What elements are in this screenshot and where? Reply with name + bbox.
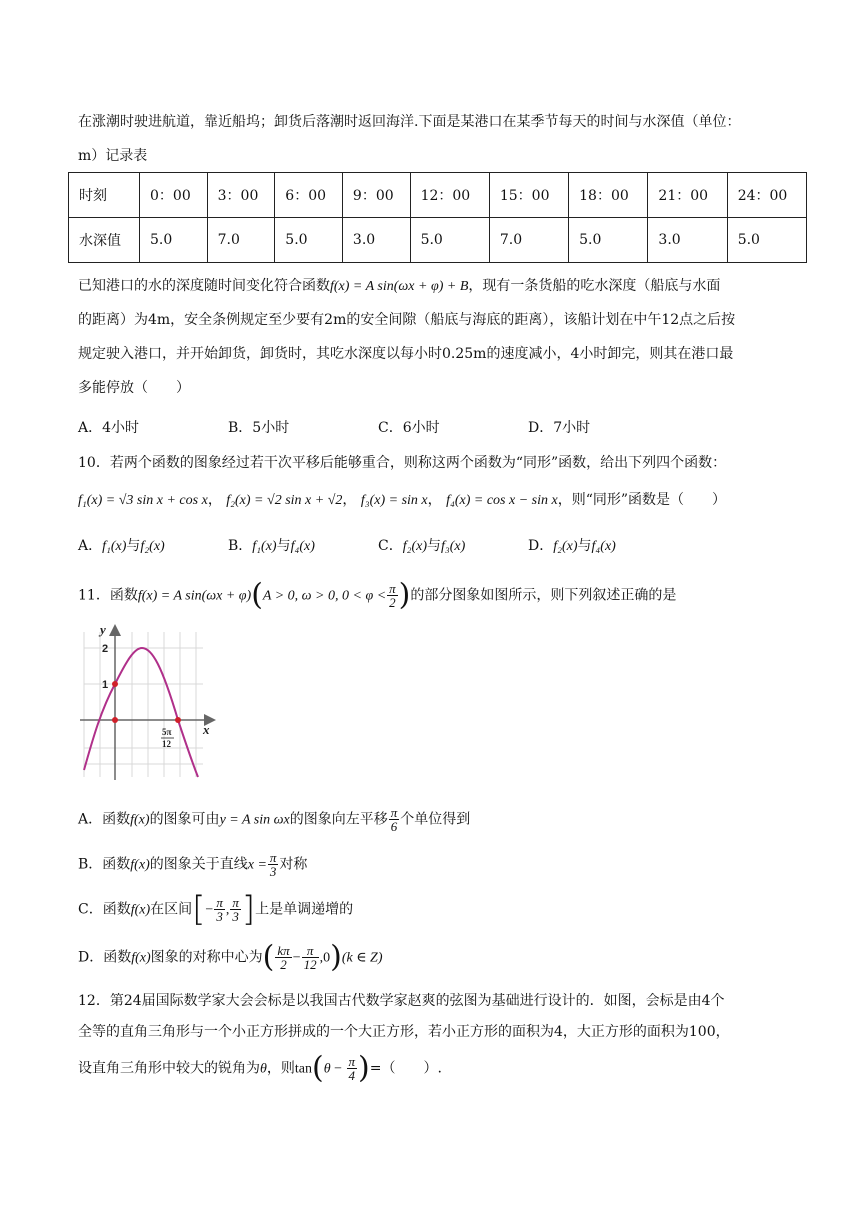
intro-line-1: 在涨潮时驶进航道，靠近船坞；卸货后落潮时返回海洋.下面是某港口在某季节每天的时间与水深值（单位： [78, 114, 741, 130]
option-func: f₂(x) [140, 539, 165, 554]
fraction-den: 12 [303, 957, 317, 972]
opt-func: f(x) [130, 812, 150, 828]
table-cell: 3.0 [342, 218, 410, 263]
sine-graph [78, 622, 218, 782]
opt-func: y = A sin ωx [219, 812, 290, 828]
q11-prefix: 11．函数 [78, 587, 138, 604]
q12-text: 设直角三角形中较大的锐角为 [78, 1060, 260, 1077]
q12-theta: θ [323, 1061, 331, 1077]
paren-right: ) [358, 1050, 370, 1086]
q10-f1: f₁(x) = √3 sin x + cos x [78, 493, 208, 508]
opt-text: A．函数 [78, 811, 131, 828]
q9-line-4: 多能停放（ ） [78, 380, 190, 396]
opt-func: f(x) [130, 902, 151, 918]
option-func: f₄(x) [591, 539, 616, 554]
q10-option-d[interactable] [528, 536, 616, 557]
option-with: 与 [126, 538, 141, 554]
fraction-den: 3 [232, 909, 239, 924]
q10-sep: ， [207, 492, 222, 508]
fraction-den: 2 [280, 957, 287, 972]
table-cell: 24：00 [727, 173, 806, 218]
option-letter: C． [378, 538, 403, 554]
comma: , [225, 902, 230, 918]
option-with: 与 [276, 538, 291, 554]
q9-option-d[interactable]: D．7小时 [528, 420, 591, 436]
option-func: f₂(x) [402, 539, 428, 554]
table-cell: 5.0 [410, 218, 489, 263]
q9-text: ，现有一条货船的吃水深度（船底与水面 [468, 278, 721, 294]
q11-option-d[interactable] [78, 939, 383, 975]
q9-line-1 [78, 276, 720, 297]
minus-sign: − [205, 902, 214, 918]
opt-func: f(x) [131, 950, 151, 966]
fraction-den: 2 [389, 595, 396, 610]
q9-line-2: 的距离）为4m，安全条例规定至少要有2m的安全间隙（船底与海底的距离），该船计划在中午12点之后按 [78, 312, 736, 328]
q11-stem [78, 577, 677, 613]
bracket-left: [ [192, 889, 206, 930]
opt-text: 个单位得到 [400, 811, 471, 828]
paren-right: ) [330, 939, 342, 975]
fraction-num: π [302, 944, 319, 958]
q9-text: 已知港口的水的深度随时间变化符合函数 [78, 278, 330, 294]
y-label: y [100, 622, 106, 637]
fraction-den: 3 [216, 909, 223, 924]
comma-zero: ,0 [319, 950, 331, 966]
table-cell: 12：00 [410, 173, 489, 218]
table-cell: 0：00 [140, 173, 208, 218]
q9-option-c[interactable]: C．6小时 [378, 420, 440, 436]
fraction-num: π [390, 805, 398, 820]
q9-line-3: 规定驶入港口，并开始卸货，卸货时，其吃水深度以每小时0.25m的速度减小，4小时卸完，则其在港口最 [78, 346, 734, 362]
fraction-num: π [269, 850, 277, 865]
q10-options [78, 536, 616, 557]
opt-text: B．函数 [78, 856, 131, 873]
y-tick-2: 2 [102, 643, 109, 655]
option-letter: B． [228, 538, 253, 554]
table-cell: 3.0 [648, 218, 727, 263]
table-cell: 5.0 [569, 218, 648, 263]
q10-functions [78, 490, 726, 511]
table-cell: 6：00 [275, 173, 343, 218]
q11-condition: A > 0, ω > 0, 0 < φ < [262, 588, 387, 604]
option-letter: D． [528, 538, 554, 554]
opt-text: 对称 [279, 856, 308, 873]
q12-line-2: 全等的直角三角形与一个小正方形拼成的一个大正方形，若小正方形的面积为4，大正方形的面积为100， [78, 1024, 730, 1040]
q12-text: =（ ）. [369, 1060, 442, 1077]
minus-sign: − [330, 1061, 346, 1077]
fraction [302, 944, 319, 971]
option-func: f₁(x) [252, 539, 277, 554]
fraction-den: 3 [269, 864, 277, 879]
x-tick-den: 12 [162, 739, 171, 749]
q10-option-c[interactable] [378, 536, 528, 557]
fraction-num: π [232, 895, 239, 910]
q12-theta: θ [260, 1061, 267, 1077]
point-zero [175, 717, 181, 723]
table-cell: 15：00 [489, 173, 568, 218]
fraction [389, 806, 400, 833]
point-origin [112, 717, 118, 723]
option-func: f₁(x) [102, 539, 127, 554]
option-func: f₂(x) [553, 539, 578, 554]
option-with: 与 [577, 538, 592, 554]
fraction [275, 944, 291, 971]
opt-text: 的图象可由 [149, 811, 220, 828]
table-header-depth: 水深值 [69, 218, 140, 263]
q11-suffix: 的部分图象如图所示，则下列叙述正确的是 [410, 587, 677, 604]
table-header-time: 时刻 [69, 173, 140, 218]
q10-option-b[interactable] [228, 536, 378, 557]
paren-left: ( [312, 1050, 324, 1086]
sine-curve [84, 648, 198, 777]
fraction [230, 896, 241, 923]
fraction [268, 851, 279, 878]
q10-stem: 10．若两个函数的图象经过若干次平移后能够重合，则称这两个函数为“同形”函数，给出下列四个函数： [78, 455, 727, 471]
paren-left: ( [262, 939, 275, 975]
table-cell: 5.0 [727, 218, 806, 263]
fraction-num: π [348, 1054, 356, 1069]
minus-sign: − [292, 950, 301, 966]
q11-func: f(x) = A sin(ωx + φ) [137, 588, 252, 604]
q12-line-1: 12．第24届国际数学家大会会标是以我国古代数学家赵爽的弦图为基础进行设计的．如图，会标是由4个 [78, 993, 725, 1009]
paren-left: ( [251, 577, 263, 613]
q11-option-c[interactable] [78, 889, 354, 930]
bracket-right: ] [241, 889, 256, 930]
option-letter: A． [78, 538, 103, 554]
opt-text: 图象的对称中心为 [150, 949, 263, 966]
q9-formula: f(x) = A sin(ωx + φ) + B [330, 279, 469, 294]
q10-sep: ， [427, 492, 442, 508]
q10-tail: ，则“同形”函数是（ ） [557, 492, 727, 508]
option-func: f₃(x) [441, 539, 466, 554]
opt-text: 在区间 [150, 901, 193, 918]
fraction-num: π [389, 581, 396, 596]
q10-f4: f₄(x) = cos x − sin x [446, 493, 558, 508]
opt-func: f(x) [130, 857, 150, 873]
table-cell: 3：00 [207, 173, 275, 218]
table-row-depths [69, 218, 807, 263]
table-cell: 9：00 [342, 173, 410, 218]
table-cell: 5.0 [275, 218, 343, 263]
q11-option-a[interactable] [78, 806, 470, 833]
q11-option-b[interactable] [78, 851, 307, 878]
opt-cond: (k ∈ Z) [341, 950, 383, 966]
table-cell: 7.0 [489, 218, 568, 263]
opt-text: C．函数 [78, 901, 131, 918]
fraction-num: π [216, 895, 223, 910]
option-with: 与 [427, 538, 442, 554]
opt-text: 的图象关于直线 [149, 856, 248, 873]
table-cell: 7.0 [207, 218, 275, 263]
table-cell: 21：00 [648, 173, 727, 218]
point-y-intercept [112, 681, 118, 687]
tide-table [68, 172, 807, 263]
opt-text: 上是单调递增的 [255, 901, 354, 918]
q10-sep: ， [342, 492, 357, 508]
q10-f2: f₂(x) = √2 sin x + √2 [226, 493, 343, 508]
q12-text: ，则 [266, 1060, 295, 1077]
q9-option-b[interactable]: B．5小时 [228, 420, 290, 436]
q12-line-3 [78, 1050, 442, 1086]
paren-right: ) [398, 577, 411, 613]
q12-tan: tan [294, 1061, 312, 1077]
opt-func: x = [247, 857, 267, 873]
option-func: f₄(x) [290, 539, 315, 554]
intro-line-2: m）记录表 [78, 148, 148, 164]
q9-options [78, 418, 590, 438]
opt-text: D．函数 [78, 949, 132, 966]
fraction-den: 4 [348, 1068, 356, 1083]
q10-option-a[interactable] [78, 536, 228, 557]
x-label: x [203, 722, 210, 737]
x-tick-num: 5π [162, 727, 172, 737]
q9-option-a[interactable]: A．4小时 [78, 420, 140, 436]
y-tick-1: 1 [102, 679, 109, 691]
fraction-num: kπ [277, 943, 290, 958]
table-cell: 18：00 [569, 173, 648, 218]
fraction [347, 1055, 358, 1082]
table-cell: 5.0 [140, 218, 208, 263]
q11-cond-fraction [387, 582, 398, 609]
table-row-times [69, 173, 807, 218]
q10-f3: f₃(x) = sin x [360, 493, 428, 508]
fraction [214, 896, 225, 923]
fraction-den: 6 [390, 819, 398, 834]
opt-text: 的图象向左平移 [289, 811, 388, 828]
